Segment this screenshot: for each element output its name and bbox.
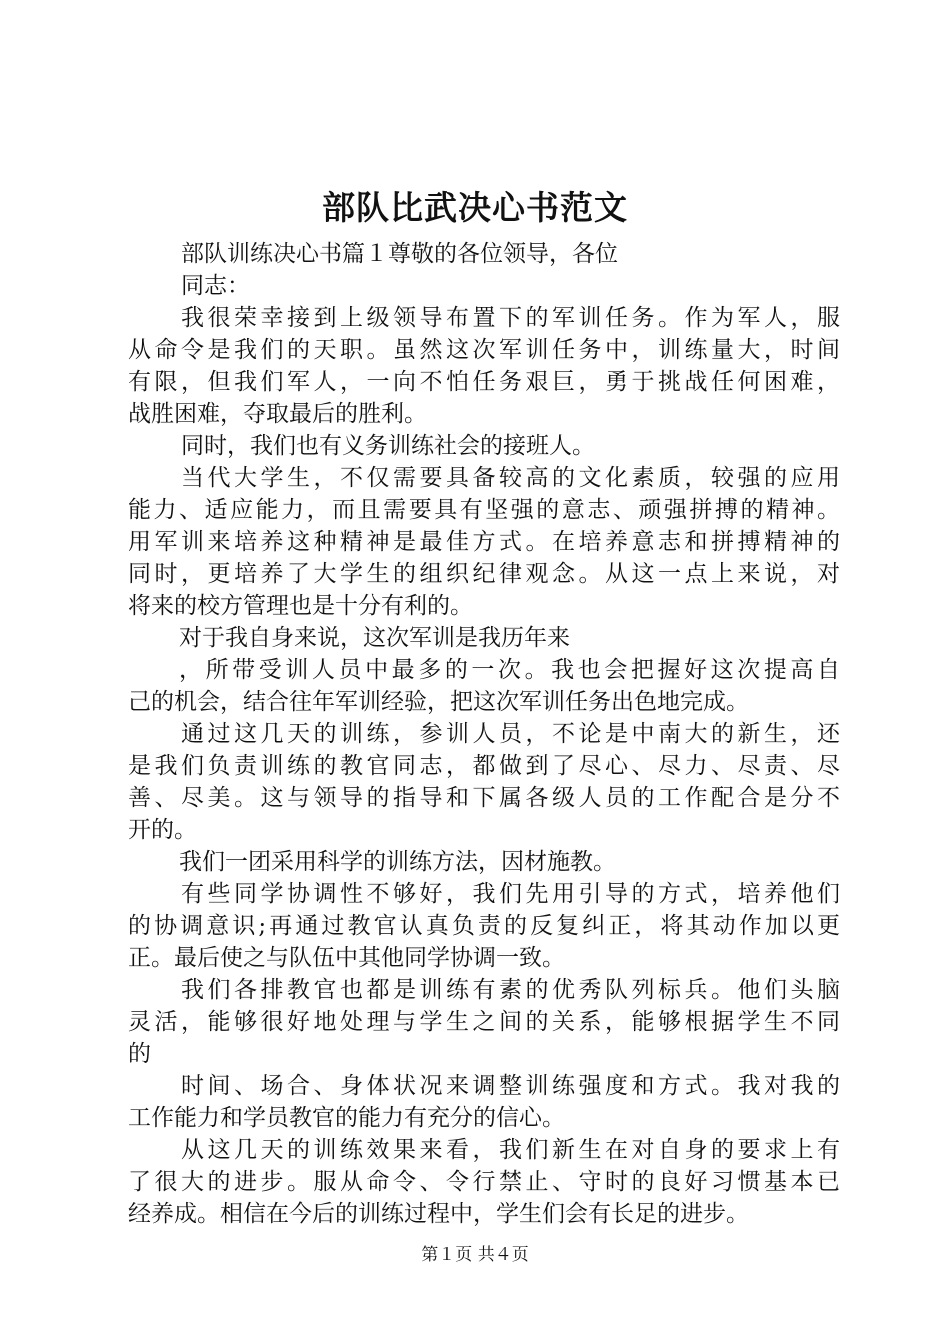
document-body <box>128 238 840 1230</box>
text-line: 当代大学生，不仅需要具备较高的文化素质，较强的应用 <box>181 465 840 491</box>
text-line: 善、尽美。这与领导的指导和下属各级人员的工作配合是分不 <box>128 785 840 811</box>
text-line: 时间、场合、身体状况来调整训练强度和方式。我对我的 <box>181 1073 840 1099</box>
text-line: 同志： <box>181 273 250 299</box>
text-line: 开的。 <box>128 817 197 843</box>
text-line: 我们一团采用科学的训练方法，因材施教。 <box>179 849 616 875</box>
text-line: 了很大的进步。服从命令、令行禁止、守时的良好习惯基本已 <box>128 1169 840 1195</box>
text-line: 己的机会，结合往年军训经验，把这次军训任务出色地完成。 <box>128 689 749 715</box>
page-number: 第１页 共４页 <box>421 1245 529 1265</box>
text-line: 经养成。相信在今后的训练过程中，学生们会有长足的进步。 <box>128 1201 749 1227</box>
text-line: 将来的校方管理也是十分有利的。 <box>128 593 473 619</box>
text-line: 战胜困难，夺取最后的胜利。 <box>128 401 427 427</box>
text-line: 对于我自身来说，这次军训是我历年来 <box>179 625 570 651</box>
text-line: 的 <box>128 1041 151 1067</box>
text-line: 同时，我们也有义务训练社会的接班人。 <box>181 433 595 459</box>
text-line: 工作能力和学员教官的能力有充分的信心。 <box>128 1105 565 1131</box>
text-line: ，所带受训人员中最多的一次。我也会把握好这次提高自 <box>179 657 840 683</box>
text-line: 有些同学协调性不够好，我们先用引导的方式，培养他们 <box>181 881 840 907</box>
text-line: 我很荣幸接到上级领导布置下的军训任务。作为军人，服 <box>181 305 840 331</box>
text-line: 是我们负责训练的教官同志，都做到了尽心、尽力、尽责、尽 <box>128 753 840 779</box>
text-line: 有限，但我们军人，一向不怕任务艰巨，勇于挑战任何困难， <box>128 369 840 395</box>
text-line: 能力、适应能力，而且需要具有坚强的意志、顽强拼搏的精神。 <box>128 497 840 523</box>
document-title: 部队比武决心书范文 <box>322 188 628 227</box>
text-line: 从命令是我们的天职。虽然这次军训任务中，训练量大，时间 <box>128 337 840 363</box>
text-line: 的协调意识;再通过教官认真负责的反复纠正，将其动作加以更 <box>128 913 840 939</box>
text-line: 正。最后使之与队伍中其他同学协调一致。 <box>128 945 565 971</box>
text-line: 我们各排教官也都是训练有素的优秀队列标兵。他们头脑 <box>181 977 840 1003</box>
text-line: 部队训练决心书篇１尊敬的各位领导，各位 <box>181 241 618 267</box>
text-line: 从这几天的训练效果来看，我们新生在对自身的要求上有 <box>181 1137 840 1163</box>
text-line: 灵活，能够很好地处理与学生之间的关系，能够根据学生不同 <box>128 1009 840 1035</box>
text-line: 用军训来培养这种精神是最佳方式。在培养意志和拼搏精神的 <box>128 529 840 555</box>
text-line: 同时，更培养了大学生的组织纪律观念。从这一点上来说，对 <box>128 561 840 587</box>
text-line: 通过这几天的训练，参训人员，不论是中南大的新生，还 <box>181 721 840 747</box>
